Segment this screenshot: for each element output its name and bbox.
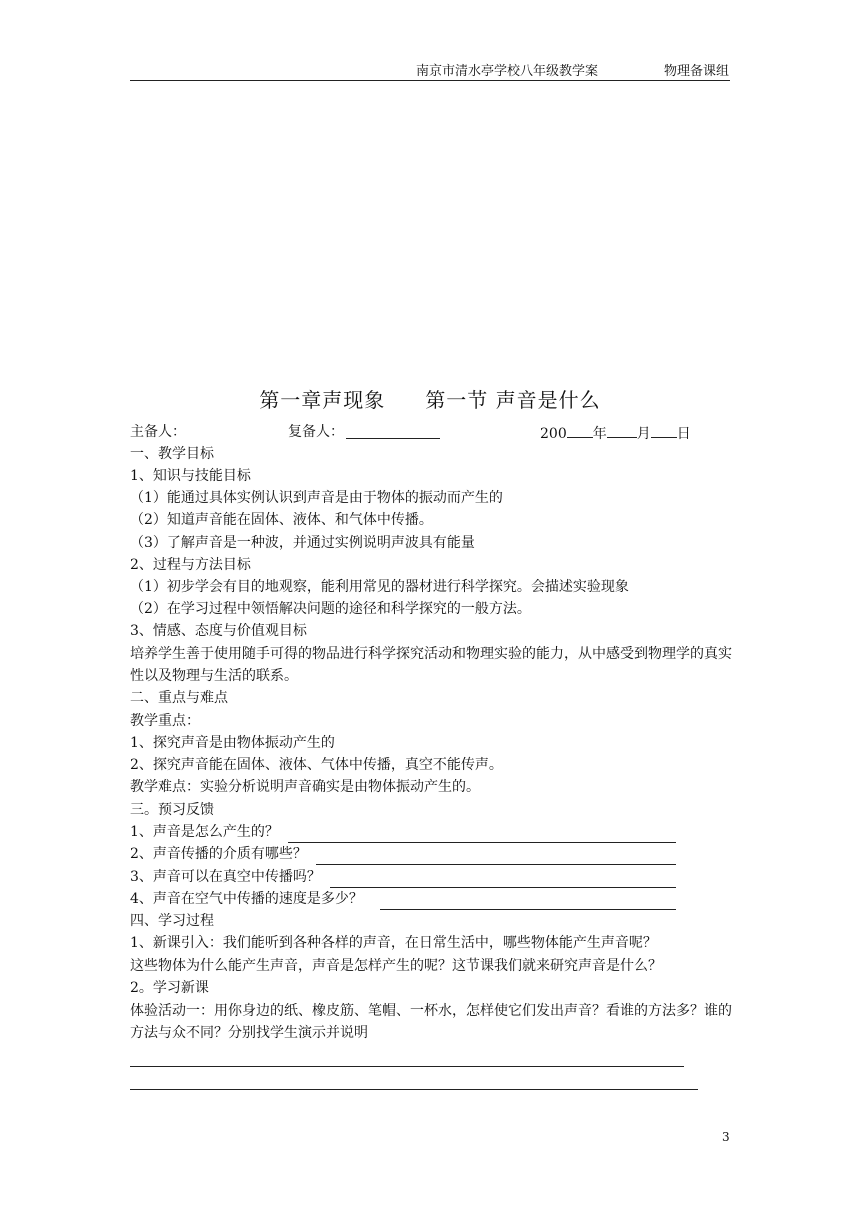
co-preparer-label: 复备人： — [288, 424, 344, 440]
list-item: （3）了解声音是一种波，并通过实例说明声波具有能量 — [130, 535, 475, 551]
list-item: （1）能通过具体实例认识到声音是由于物体的振动而产生的 — [130, 490, 503, 506]
list-item: 2、探究声音能在固体、液体、气体中传播，真空不能传声。 — [130, 757, 503, 773]
header-group: 物理备课组 — [664, 64, 730, 79]
list-item: 1、探究声音是由物体振动产生的 — [130, 735, 335, 751]
subsection-heading: 2。学习新课 — [130, 980, 209, 996]
co-preparer-blank — [346, 438, 440, 439]
header-school: 南京市清水亭学校八年级教学案 — [416, 64, 599, 79]
section-title: 第一节 声音是什么 — [425, 388, 601, 412]
answer-line — [130, 1066, 684, 1067]
date-field — [540, 421, 691, 445]
date-month-unit: 月 — [636, 426, 651, 442]
difficulty-text: 教学难点：实验分析说明声音确实是由物体振动产生的。 — [130, 779, 480, 795]
question-item: 4、声音在空气中传播的速度是多少？ — [130, 891, 363, 907]
list-item: （2）知道声音能在固体、液体、和气体中传播。 — [130, 512, 433, 528]
subsection-heading: 1、知识与技能目标 — [130, 468, 251, 484]
section-heading: 二、重点与难点 — [130, 690, 228, 706]
answer-line — [330, 887, 676, 888]
section-heading: 四、学习过程 — [130, 913, 214, 929]
key-points-label: 教学重点： — [130, 713, 200, 729]
main-preparer-label: 主备人： — [130, 424, 186, 440]
section-heading: 一、教学目标 — [130, 446, 214, 462]
subsection-heading: 2、过程与方法目标 — [130, 557, 251, 573]
answer-line — [380, 909, 676, 910]
subsection-heading: 3、情感、态度与价值观目标 — [130, 623, 307, 639]
month-blank — [607, 421, 637, 438]
paragraph: 体验活动一：用你身边的纸、橡皮筋、笔帽、一杯水，怎样使它们发出声音？看谁的方法多？谁的方法与众不同？分别找学生演示并说明 — [130, 1003, 732, 1041]
question-item: 3、声音可以在真空中传播吗？ — [130, 869, 321, 885]
page-number: 3 — [722, 1130, 730, 1144]
answer-line — [316, 864, 676, 865]
header-rule — [130, 80, 730, 81]
paragraph: 培养学生善于使用随手可得的物品进行科学探究活动和物理实验的能力，从中感受到物理学的真实性以及物理与生活的联系。 — [130, 646, 732, 684]
section-heading: 三。预习反馈 — [130, 802, 214, 818]
page-title — [0, 384, 860, 413]
list-item: （2）在学习过程中领悟解决问题的途径和科学探究的一般方法。 — [130, 601, 531, 617]
day-blank — [651, 421, 677, 438]
date-year-unit: 年 — [592, 426, 607, 442]
date-year-prefix: 200 — [540, 426, 567, 442]
question-item: 2、声音传播的介质有哪些？ — [130, 846, 307, 862]
answer-line — [288, 842, 676, 843]
paragraph: 这些物体为什么能产生声音，声音是怎样产生的呢？这节课我们就来研究声音是什么？ — [130, 958, 662, 974]
list-item: （1）初步学会有目的地观察，能利用常见的器材进行科学探究。会描述实验现象 — [130, 579, 629, 595]
question-item: 1、声音是怎么产生的？ — [130, 824, 279, 840]
date-day-unit: 日 — [676, 426, 691, 442]
chapter-title: 第一章声现象 — [259, 388, 386, 412]
answer-line — [130, 1089, 698, 1090]
year-blank — [567, 421, 593, 438]
paragraph: 1、新课引入：我们能听到各种各样的声音，在日常生活中，哪些物体能产生声音呢？ — [130, 935, 657, 951]
